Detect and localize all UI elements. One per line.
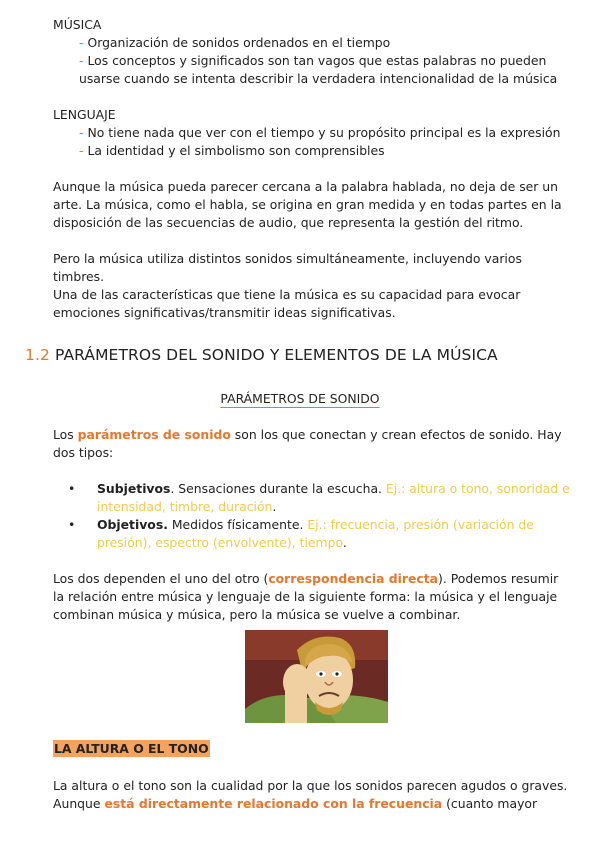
relation-pre: Los dos dependen el uno del otro ( bbox=[53, 571, 269, 586]
musica-item-1 bbox=[79, 34, 579, 52]
dash-mark: - bbox=[79, 143, 84, 158]
musica-item-1-text: Organización de sonidos ordenados en el tiempo bbox=[87, 35, 391, 50]
lenguaje-item-1 bbox=[79, 124, 579, 142]
bullet-dot: • bbox=[68, 517, 76, 532]
subsection-heading bbox=[0, 390, 600, 408]
type-end: . bbox=[272, 499, 277, 514]
cartoon-image bbox=[245, 630, 388, 723]
intro-post: son los que conectan y crean efectos de sonido. Hay dos tipos: bbox=[53, 427, 562, 460]
list-item-subjetivos bbox=[70, 480, 575, 516]
relation-paragraph bbox=[53, 570, 568, 624]
altura-pre: La altura o el tono son la cualidad por la que los sonidos parecen agudos o graves. Aunque bbox=[53, 778, 568, 811]
paragraph-2a: Pero la música utiliza distintos sonidos simultáneamente, incluyendo varios timbres. bbox=[53, 251, 522, 284]
type-example: Ej.: altura o tono, sonoridad e intensidad, timbre, duración bbox=[97, 481, 570, 514]
list-item-objetivos bbox=[70, 516, 575, 552]
lenguaje-item-1-text: No tiene nada que ver con el tiempo y su propósito principal es la expresión bbox=[87, 125, 561, 140]
type-end: . bbox=[342, 535, 347, 550]
section-title: PARÁMETROS DEL SONIDO Y ELEMENTOS DE LA MÚSICA bbox=[54, 346, 498, 364]
lenguaje-item-2 bbox=[79, 142, 579, 160]
altura-heading: LA ALTURA O EL TONO bbox=[54, 741, 209, 756]
intro-pre: Los bbox=[53, 427, 78, 442]
paragraph-2b: Una de las características que tiene la música es su capacidad para evocar emociones significativas/transmitir ideas significativas. bbox=[53, 287, 521, 320]
type-name: Subjetivos bbox=[97, 481, 171, 496]
dash-mark: - bbox=[79, 35, 84, 50]
type-example: Ej.: frecuencia, presión (variación de presión), espectro (envolvente), tiempo bbox=[97, 517, 534, 550]
paragraph-1: Aunque la música pueda parecer cercana a la palabra hablada, no deja de ser un arte. La música, como el habla, se origina en gran medida y en todas partes en la disposición de las secuencias de audio, que representa la gestión del ritmo. bbox=[53, 179, 562, 230]
musica-item-2-text: Los conceptos y significados son tan vagos que estas palabras no pueden usarse cuando se intenta describir la verdadera intencionalidad de la música bbox=[79, 53, 558, 86]
altura-highlight: está directamente relacionado con la frecuencia bbox=[104, 796, 443, 811]
altura-paragraph bbox=[53, 777, 573, 813]
altura-post: (cuanto mayor bbox=[442, 796, 538, 811]
type-desc: Medidos físicamente. bbox=[167, 517, 308, 532]
intro-paragraph bbox=[53, 426, 563, 462]
section-heading bbox=[25, 346, 595, 364]
type-name: Objetivos. bbox=[97, 517, 168, 532]
dash-mark: - bbox=[79, 125, 84, 140]
lenguaje-heading: LENGUAJE bbox=[53, 107, 116, 122]
section-number: 1.2 bbox=[25, 346, 50, 364]
cartoon-illustration bbox=[245, 630, 388, 723]
bullet-dot: • bbox=[68, 481, 76, 496]
intro-highlight: parámetros de sonido bbox=[77, 427, 231, 442]
relation-highlight: correspondencia directa bbox=[268, 571, 439, 586]
type-desc: . Sensaciones durante la escucha. bbox=[170, 481, 386, 496]
lenguaje-item-2-text: La identidad y el simbolismo son comprensibles bbox=[87, 143, 385, 158]
dash-mark: - bbox=[79, 53, 84, 68]
altura-heading-row bbox=[53, 740, 573, 758]
musica-heading: MÚSICA bbox=[53, 17, 102, 32]
subsection-title: PARÁMETROS DE SONIDO bbox=[220, 391, 380, 406]
musica-item-2 bbox=[79, 52, 579, 88]
relation-post: ). Podemos resumir la relación entre música y lenguaje de la siguiente forma: la música y el lenguaje combinan música y música, pero la música se vuelve a combinar. bbox=[53, 571, 559, 622]
